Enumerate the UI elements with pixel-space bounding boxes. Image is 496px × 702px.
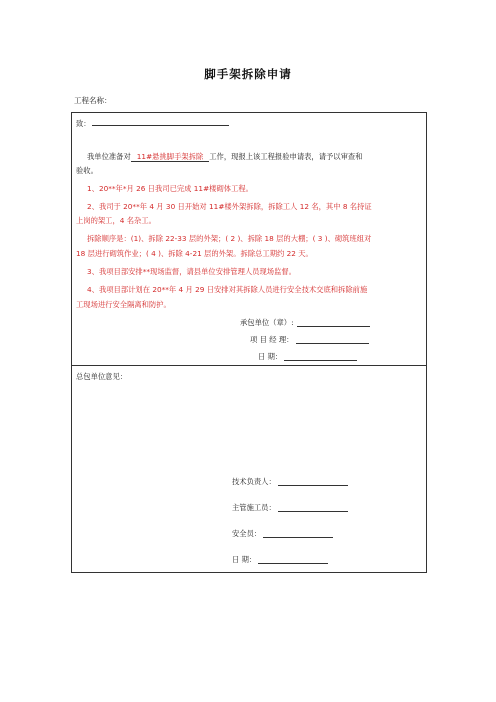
to-label: 致：: [76, 119, 91, 128]
demolition-order-line-1: 拆除顺序是：(1)、拆除 22-33 层的外架；( 2 )、拆除 18 层的大棚；( 3 )、砌筑班组对: [87, 234, 372, 243]
contractor-date-row: [258, 352, 357, 361]
project-manager-field[interactable]: [296, 335, 369, 344]
contractor-unit-field[interactable]: [297, 318, 370, 327]
tech-lead-field[interactable]: [278, 477, 348, 486]
item-3: 3、我项目部安排**现场监督，请县单位安排管理人员现场监督。: [87, 267, 296, 276]
project-manager-row: [250, 335, 369, 344]
intro-prefix: 我单位准备对: [87, 152, 131, 161]
project-name-label: 工程名称：: [74, 96, 112, 105]
general-contractor-date-label: 日 期：: [232, 555, 257, 564]
item-2-line-2: 上岗的架工，4 名杂工。: [76, 216, 156, 225]
general-contractor-opinion-label: 总包单位意见：: [76, 372, 128, 381]
intro-line-2: 验收。: [76, 166, 98, 175]
item-2-line-1: 2、我司于 20**年 4 月 30 日开始对 11#楼外架拆除，拆除工人 12 名，其中 8 名持证: [87, 202, 372, 211]
general-contractor-date-row: [232, 555, 328, 564]
contractor-date-label: 日 期：: [258, 352, 283, 361]
contractor-date-field[interactable]: [284, 352, 357, 361]
project-manager-label: 项 目 经 理：: [250, 335, 294, 344]
section-divider: [71, 365, 427, 366]
safety-officer-row: [232, 529, 333, 538]
construction-lead-row: [232, 503, 348, 512]
construction-lead-field[interactable]: [278, 503, 348, 512]
contractor-unit-label: 承包单位（章）:: [240, 318, 294, 327]
general-contractor-date-field[interactable]: [258, 555, 328, 564]
page-title: 脚手架拆除申请: [204, 67, 292, 81]
contractor-unit-row: [240, 318, 370, 327]
tech-lead-row: [232, 477, 348, 486]
addressee-line[interactable]: [92, 125, 229, 126]
item-4-line-2: 工现场进行安全隔离和防护。: [76, 300, 171, 309]
item-1: 1、20**年*月 26 日我司已完成 11#楼砌体工程。: [87, 184, 253, 193]
work-item-field[interactable]: 11#悬挑脚手架拆除: [131, 152, 209, 162]
demolition-order-line-2: 18 层进行砌筑作业；( 4 )、拆除 4-21 层的外架。拆除总工期约 22 天。: [76, 249, 313, 258]
intro-line-1: [87, 152, 363, 161]
safety-officer-label: 安全员：: [232, 529, 262, 538]
construction-lead-label: 主管施工员：: [232, 503, 276, 512]
item-4-line-1: 4、我项目部计划在 20**年 4 月 29 日安排对其拆除人员进行安全技术交底和拆除前施: [87, 285, 368, 294]
safety-officer-field[interactable]: [263, 529, 333, 538]
intro-suffix: 工作，现报上该工程报验申请表，请予以审查和: [209, 152, 363, 161]
tech-lead-label: 技术负责人：: [232, 477, 276, 486]
